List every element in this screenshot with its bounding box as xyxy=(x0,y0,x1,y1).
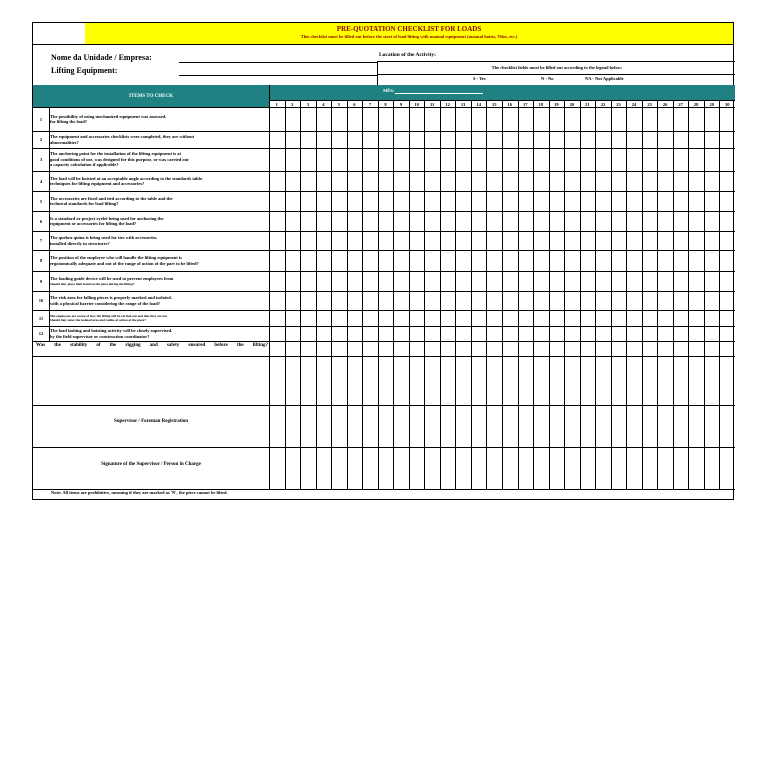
day-number: 2 xyxy=(291,102,294,107)
day-number: 12 xyxy=(445,102,450,107)
grid-col-line xyxy=(393,100,394,489)
day-number: 5 xyxy=(337,102,341,107)
item-question xyxy=(50,191,268,211)
checklist-subtitle: This checklist must be filled out before the start of load lifting with manual equipment (manual hoists, Tifor, etc.) xyxy=(300,34,518,39)
grid-col-line xyxy=(486,100,487,489)
legend-note: The checklist fields must be filled out according to the legend below: xyxy=(491,65,623,70)
last-question: Was the stability of the rigging and safety ensured before the lifting? xyxy=(36,343,268,348)
item-question-line: The position of the employee who will handle the lifting equipment is xyxy=(50,255,182,260)
item-number: 1 xyxy=(39,116,43,122)
item-question xyxy=(50,310,268,326)
grid-row-line xyxy=(33,271,735,272)
item-question-line: Is a standard or project eyelet being used for anchoring the xyxy=(50,215,164,221)
day-number: 7 xyxy=(368,102,372,107)
equipment-label: Lifting Equipment: xyxy=(51,66,118,75)
grid-col-line xyxy=(673,100,674,489)
item-question-line: equipment or accessories for lifting the load? xyxy=(50,221,137,226)
day-number: 20 xyxy=(569,102,575,107)
month-label: MÊS: xyxy=(383,88,395,93)
location-field-line xyxy=(377,61,735,62)
grid-row-line xyxy=(33,356,735,357)
day-number: 18 xyxy=(538,102,544,107)
day-number: 26 xyxy=(662,102,668,107)
items-header: ITEMS TO CHECK xyxy=(129,93,173,99)
item-question-line: installed directly in structures? xyxy=(50,240,110,246)
item-question xyxy=(50,271,268,291)
grid-col-line xyxy=(518,100,519,489)
day-number: 27 xyxy=(678,102,683,107)
day-number: 6 xyxy=(353,102,356,107)
grid-row-line xyxy=(33,191,735,192)
info-labels xyxy=(51,51,152,77)
equipment-field-line xyxy=(179,75,377,76)
item-number: 12 xyxy=(38,331,44,336)
grid-row-line xyxy=(33,148,735,149)
grid-col-line xyxy=(471,100,472,489)
grid-row-line xyxy=(33,291,735,292)
day-number: 10 xyxy=(414,102,419,107)
grid-col-line xyxy=(316,100,317,489)
logo-box xyxy=(33,23,86,45)
day-number: 29 xyxy=(709,102,714,107)
item-number: 5 xyxy=(39,198,43,204)
day-number: 23 xyxy=(616,102,621,107)
grid-row-line xyxy=(33,231,735,232)
item-number: 2 xyxy=(39,137,43,142)
item-question xyxy=(50,171,268,191)
grid-row-line xyxy=(33,341,735,342)
day-number: 9 xyxy=(399,102,403,107)
day-number: 19 xyxy=(554,102,559,107)
day-number: 14 xyxy=(476,102,481,107)
grid-row-line xyxy=(33,131,735,132)
grid-col-line xyxy=(362,100,363,489)
grid-col-line xyxy=(533,100,534,489)
grid-row-line xyxy=(33,171,735,172)
item-question-line: The possibility of using mechanized equipment was assessed. xyxy=(50,113,167,119)
grid-col-line xyxy=(424,100,425,489)
grid-col-line xyxy=(657,100,658,489)
item-question-line: technical standards for load lifting? xyxy=(50,201,119,206)
day-number: 8 xyxy=(384,102,387,107)
day-number: 17 xyxy=(523,102,528,107)
signature-label: Signature of the Supervisor / Person in Charge xyxy=(101,462,201,467)
item-question-line: abnormalities? xyxy=(50,139,79,145)
grid-col-line xyxy=(549,100,550,489)
grid-row-line xyxy=(33,250,735,251)
item-question-line: by the field supervisor or construction coordinator? xyxy=(50,333,150,339)
item-question-line: The equipment and accessories checklists were completed, they are without xyxy=(50,134,195,139)
grid-col-line xyxy=(719,100,720,489)
grid-col-line xyxy=(49,107,50,341)
item-number: 10 xyxy=(38,298,44,303)
grid-col-line xyxy=(455,100,456,489)
item-number: 7 xyxy=(39,238,43,243)
day-number: 28 xyxy=(693,102,699,107)
item-question-line: The loading guide device will be used to prevent employees from xyxy=(50,276,174,282)
grid-col-line xyxy=(378,100,379,489)
grid-row-line xyxy=(33,489,735,490)
item-question-line: good conditions of use, was designed for this purpose, or was carried out xyxy=(50,156,189,162)
item-number: 6 xyxy=(39,218,43,224)
location-divider xyxy=(377,61,378,85)
day-number: 15 xyxy=(491,102,497,107)
grid-col-line xyxy=(595,100,596,489)
grid-col-line xyxy=(440,100,441,489)
day-number: 16 xyxy=(507,102,513,107)
item-question xyxy=(50,250,268,271)
grid-row-line xyxy=(33,447,735,448)
grid-col-line xyxy=(688,100,689,489)
unit-field-line xyxy=(179,62,377,63)
checklist-sheet xyxy=(32,22,734,500)
grid-col-line xyxy=(347,100,348,489)
grid-row-line xyxy=(33,310,735,311)
day-number: 13 xyxy=(460,102,466,107)
grid-col-line xyxy=(642,100,643,489)
item-question xyxy=(50,148,268,171)
day-number: 4 xyxy=(322,102,325,107)
grid-row-line xyxy=(33,326,735,327)
item-question xyxy=(50,131,268,148)
item-question-line: The quebra quina is being used for ties with accessories. xyxy=(50,235,158,240)
grid-col-line xyxy=(409,100,410,489)
item-question-line: The risk area for falling pieces is properly marked and isolated. xyxy=(50,295,172,300)
grid-col-line xyxy=(269,85,270,489)
item-question xyxy=(50,107,268,131)
item-question-line: Should they enter the isolated area and radius of action of the piece? xyxy=(50,318,147,322)
item-question-line: with a physical barrier considering the range of the load? xyxy=(50,300,161,306)
grid-col-line xyxy=(502,100,503,489)
day-number: 30 xyxy=(724,102,730,107)
item-question xyxy=(50,291,268,310)
location-label: Location of the Activity: xyxy=(379,52,436,58)
unit-label: Nome da Unidade / Empresa: xyxy=(51,53,152,62)
item-question xyxy=(50,211,268,231)
item-question-line: a capacity calculation if applicable? xyxy=(50,162,119,168)
day-number: 24 xyxy=(631,102,637,107)
item-question-line: Should they place their hand on the piece during the lifting? xyxy=(50,281,135,286)
item-number: 9 xyxy=(39,278,43,284)
item-question xyxy=(50,326,268,341)
item-question-line: for lifting the load? xyxy=(50,119,88,124)
grid-col-line xyxy=(611,100,612,489)
item-question-line: The anchoring point for the installation of the lifting equipment is at xyxy=(50,151,182,157)
grid-col-line xyxy=(626,100,627,489)
item-number: 8 xyxy=(39,258,43,263)
day-number: 22 xyxy=(600,102,606,107)
grid-col-line xyxy=(704,100,705,489)
grid-row-line xyxy=(33,405,735,406)
item-question xyxy=(50,231,268,250)
legend-divider xyxy=(377,74,735,75)
item-number: 4 xyxy=(39,178,43,184)
prohibition-note: Note: All items are prohibitive, meaning if they are marked as 'N', the piece cannot be lifted. xyxy=(51,490,228,495)
day-number: 3 xyxy=(306,102,309,107)
item-number: 11 xyxy=(38,315,44,321)
grid-col-line xyxy=(580,100,581,489)
legend-na: NA - Not Applicable xyxy=(585,76,624,81)
item-question-line: The accessories are fixed and tied according to the table and the xyxy=(50,195,173,201)
item-question-line: The employees are aware of how the lifting will be carried out and that they are not xyxy=(50,314,168,318)
grid-col-line xyxy=(300,100,301,489)
grid-row-line xyxy=(33,211,735,212)
grid-row-line xyxy=(33,107,735,108)
day-number: 1 xyxy=(275,102,278,107)
month-field-line xyxy=(395,93,483,94)
item-number: 3 xyxy=(39,157,43,162)
item-question-line: The load lashing and hoisting activity will be closely supervised. xyxy=(50,328,173,333)
day-number: 25 xyxy=(647,102,652,107)
legend-yes: S - Yes xyxy=(473,76,486,81)
item-question-line: techniques for lifting equipment and accessories? xyxy=(50,181,145,186)
month-header-bg xyxy=(270,85,735,100)
item-question-line: ergonomically adequate and out of the range of action of the part to be lifted? xyxy=(50,260,199,266)
day-number: 11 xyxy=(429,102,435,107)
checklist-title: PRE-QUOTATION CHECKLIST FOR LOADS xyxy=(336,25,482,33)
grid-col-line xyxy=(331,100,332,489)
grid-col-line xyxy=(564,100,565,489)
day-number: 21 xyxy=(585,102,590,107)
item-question-line: The load will be hoisted at an acceptable angle according to the standards table. xyxy=(50,175,204,181)
title-bar xyxy=(85,23,733,45)
legend-no: N - No xyxy=(541,76,554,81)
grid-col-line xyxy=(285,100,286,489)
supervisor-label: Supervisor / Foreman Registration xyxy=(113,419,189,424)
